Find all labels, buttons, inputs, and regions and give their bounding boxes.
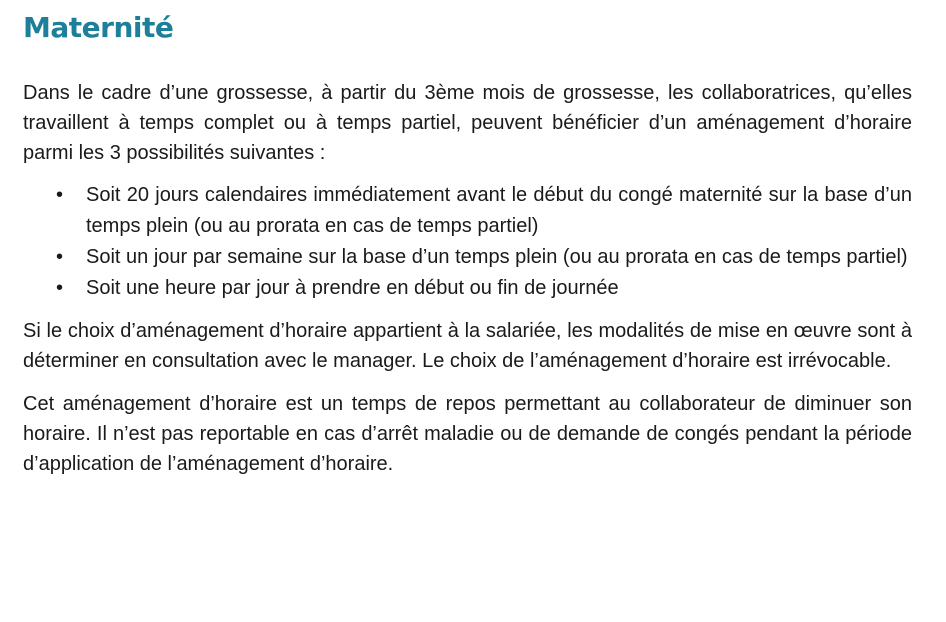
intro-paragraph: Dans le cadre d’une grossesse, à partir du 3ème mois de grossesse, les collaboratrices, qu’elles travaillent à temps complet ou à temps partiel, peuvent bénéficier d’un aménagement d’horaire parmi les 3 possibilités suivantes : [23,82,912,164]
bullet-icon: • [56,184,64,206]
options-list [23,180,912,304]
list-item-text: Soit 20 jours calendaires immédiatement avant le début du congé maternité sur la base d’un temps plein (ou au prorata en cas de temps partiel) [86,184,912,237]
page-title: Maternité [23,11,174,44]
list-item-text: Soit un jour par semaine sur la base d’un temps plein (ou au prorata en cas de temps partiel) [86,246,908,268]
list-item-text: Soit une heure par jour à prendre en début ou fin de journée [86,277,619,299]
document-page [23,8,912,479]
bullet-icon: • [56,246,64,268]
list-item [23,273,912,304]
list-item [23,242,912,273]
modalities-paragraph: Si le choix d’aménagement d’horaire appartient à la salariée, les modalités de mise en œuvre sont à déterminer en consultation avec le manager. Le choix de l’aménagement d’horaire est irrévocable. [23,320,912,372]
list-item [23,180,912,242]
rest-time-paragraph: Cet aménagement d’horaire est un temps de repos permettant au collaborateur de diminuer son horaire. Il n’est pas reportable en cas d’arrêt maladie ou de demande de congés pendant la période d’application de l’aménagement d’horaire. [23,393,912,475]
bullet-icon: • [56,277,64,299]
